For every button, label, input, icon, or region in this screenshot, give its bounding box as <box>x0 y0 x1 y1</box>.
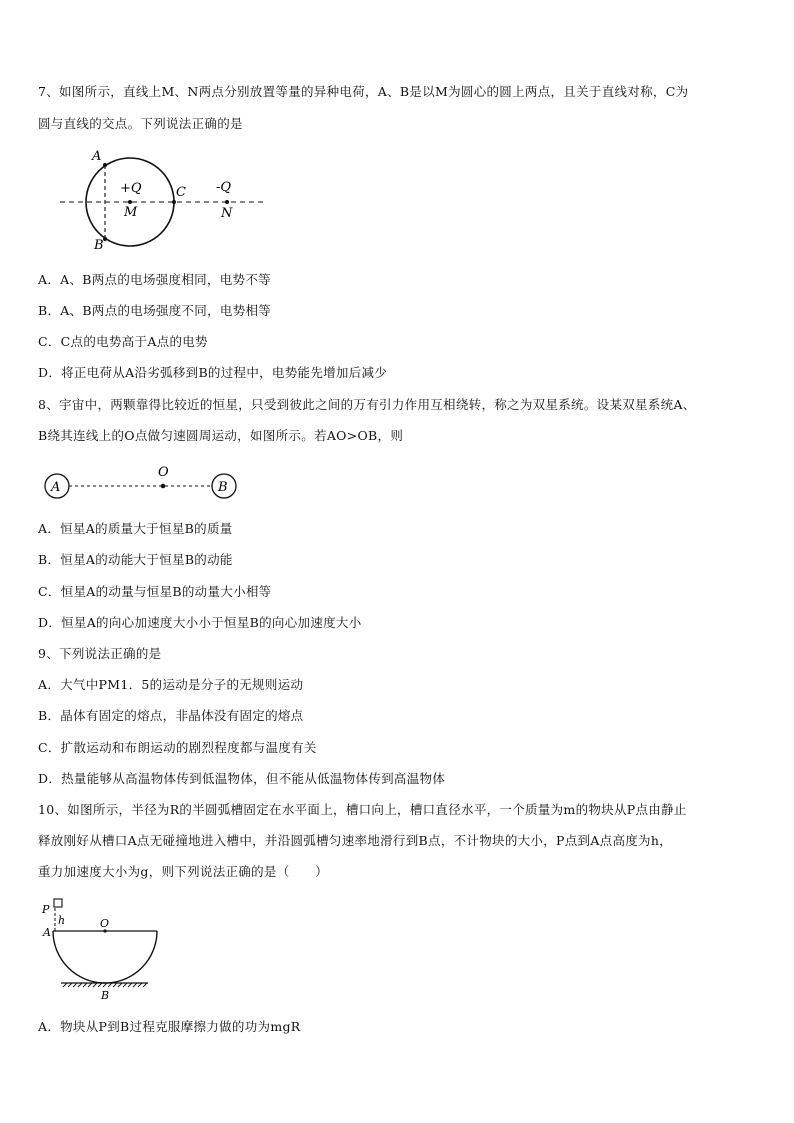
q8-stem-line-1: 8、宇宙中，两颗靠得比较近的恒星，只受到彼此之间的万有引力作用互相绕转，称之为双星系统。设某双星系统A、 <box>38 397 696 412</box>
q10-stem-line-1: 10、如图所示，半径为R的半圆弧槽固定在水平面上，槽口向上，槽口直径水平，一个质量为m的物块从P点由静止 <box>38 802 687 817</box>
q7-option-b: B．A、B两点的电场强度不同，电势相等 <box>38 303 272 318</box>
q10-label-p: P <box>42 903 50 916</box>
q10-label-b: B <box>101 989 110 1002</box>
q10-label-h: h <box>58 914 66 927</box>
q7-option-c: C．C点的电势高于A点的电势 <box>38 334 208 349</box>
q7-label-b: B <box>94 238 104 253</box>
q9-option-b: B．晶体有固定的熔点，非晶体没有固定的熔点 <box>38 708 304 723</box>
q8-stem-line-2: B绕其连线上的O点做匀速圆周运动，如图所示。若AO>OB，则 <box>38 428 404 443</box>
q7-stem-line-2: 圆与直线的交点。下列说法正确的是 <box>38 116 243 131</box>
q10-option-a: A．物块从P到B过程克服摩擦力做的功为mgR <box>38 1019 301 1034</box>
q10-label-o: O <box>100 917 110 930</box>
q7-label-plus-q: +Q <box>120 181 142 196</box>
q7-option-a: A．A、B两点的电场强度相同，电势不等 <box>38 272 271 287</box>
q7-option-d: D．将正电荷从A沿劣弧移到B的过程中，电势能先增加后减少 <box>38 365 388 380</box>
q8-label-b: B <box>218 480 228 495</box>
q7-figure <box>55 145 270 255</box>
q7-label-c: C <box>176 185 186 200</box>
q7-label-n: N <box>221 206 233 221</box>
q7-label-a: A <box>92 149 102 164</box>
q8-label-o: O <box>158 465 169 480</box>
q10-label-a: A <box>43 926 51 939</box>
q9-option-c: C．扩散运动和布朗运动的剧烈程度都与温度有关 <box>38 740 317 755</box>
q7-stem-line-1: 7、如图所示，直线上M、N两点分别放置等量的异种电荷，A、B是以M为圆心的圆上两点，且关于直线对称，C为 <box>38 84 689 99</box>
q9-stem: 9、下列说法正确的是 <box>38 646 162 661</box>
q10-stem-line-2: 释放刚好从槽口A点无碰撞地进入槽中，并沿圆弧槽匀速率地滑行到B点，不计物块的大小，P点到A点高度为h， <box>38 833 673 848</box>
q9-option-a: A．大气中PM1．5的运动是分子的无规则运动 <box>38 677 304 692</box>
q7-label-minus-q: -Q <box>216 180 232 195</box>
q9-option-d: D．热量能够从高温物体传到低温物体，但不能从低温物体传到高温物体 <box>38 771 446 786</box>
q8-option-c: C．恒星A的动量与恒星B的动量大小相等 <box>38 584 272 599</box>
q10-figure <box>38 895 168 1005</box>
q8-figure <box>40 462 245 502</box>
q10-stem-line-3: 重力加速度大小为g，则下列说法正确的是（ ） <box>38 864 328 879</box>
q8-option-b: B．恒星A的动能大于恒星B的动能 <box>38 552 233 567</box>
q8-option-a: A．恒星A的质量大于恒星B的质量 <box>38 521 233 536</box>
q8-label-a: A <box>51 480 61 495</box>
q8-option-d: D．恒星A的向心加速度大小小于恒星B的向心加速度大小 <box>38 615 362 630</box>
q7-label-m: M <box>124 205 138 220</box>
